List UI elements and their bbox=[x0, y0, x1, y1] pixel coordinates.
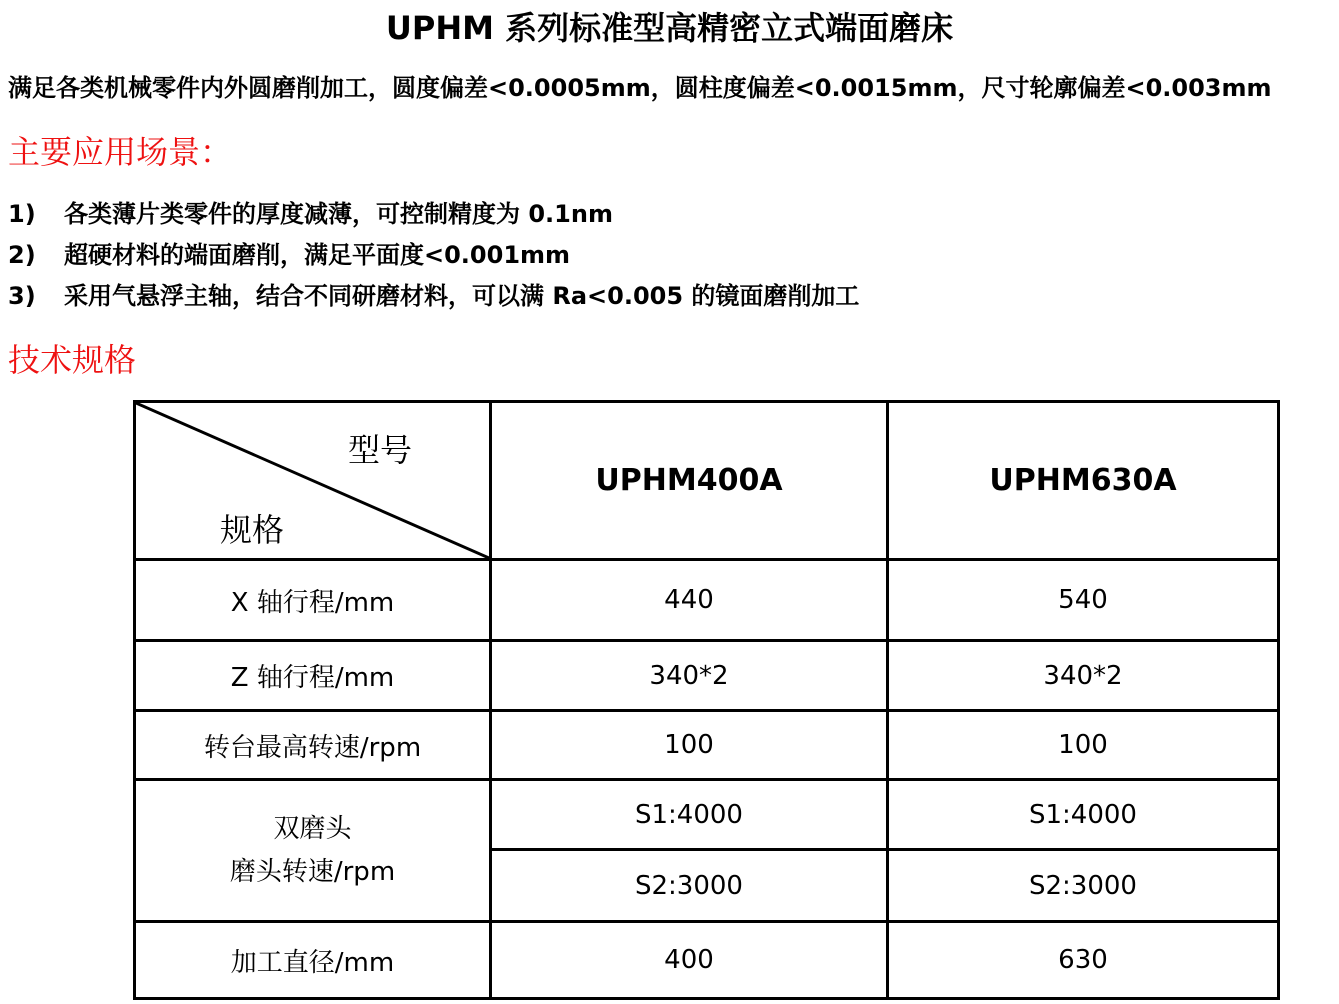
scenario-list bbox=[8, 196, 859, 319]
scenario-number: 3) bbox=[8, 282, 36, 310]
table-cell: 340*2 bbox=[888, 641, 1279, 711]
table-cell: S1:4000 bbox=[888, 780, 1279, 850]
table-cell: S2:3000 bbox=[888, 850, 1279, 922]
row-label: Z 轴行程/mm bbox=[135, 641, 491, 711]
scenario-number: 1) bbox=[8, 200, 36, 228]
table-cell: 630 bbox=[888, 922, 1279, 999]
row-label: X 轴行程/mm bbox=[135, 560, 491, 641]
scenario-item bbox=[8, 237, 859, 278]
row-label: 转台最高转速/rpm bbox=[135, 711, 491, 780]
table-cell: 340*2 bbox=[491, 641, 888, 711]
scenarios-heading: 主要应用场景： bbox=[8, 133, 233, 171]
table-corner-cell bbox=[135, 402, 491, 560]
table-cell: 400 bbox=[491, 922, 888, 999]
specs-heading: 技术规格 bbox=[8, 341, 137, 379]
table-row bbox=[135, 560, 1279, 641]
table-row bbox=[135, 780, 1279, 850]
scenario-number: 2) bbox=[8, 241, 36, 269]
scenario-text: 超硬材料的端面磨削，满足平面度<0.001mm bbox=[64, 241, 571, 269]
corner-spec-label: 规格 bbox=[220, 511, 285, 549]
table-cell: S2:3000 bbox=[491, 850, 888, 922]
row-label bbox=[135, 780, 491, 922]
row-label-line: 双磨头 bbox=[273, 813, 352, 844]
product-description: 满足各类机械零件内外圆磨削加工，圆度偏差<0.0005mm，圆柱度偏差<0.0015mm，尺寸轮廓偏差<0.003mm bbox=[8, 74, 1272, 102]
scenario-item bbox=[8, 278, 859, 319]
corner-model-label: 型号 bbox=[348, 431, 413, 469]
table-header-row bbox=[135, 402, 1279, 560]
table-cell: 100 bbox=[888, 711, 1279, 780]
page-title: UPHM 系列标准型高精密立式端面磨床 bbox=[385, 9, 954, 47]
row-label: 加工直径/mm bbox=[135, 922, 491, 999]
table-row bbox=[135, 922, 1279, 999]
spec-table bbox=[133, 400, 1280, 1000]
table-row bbox=[135, 711, 1279, 780]
table-row bbox=[135, 641, 1279, 711]
scenario-text: 采用气悬浮主轴，结合不同研磨材料，可以满 Ra<0.005 的镜面磨削加工 bbox=[64, 282, 860, 310]
scenario-item bbox=[8, 196, 859, 237]
row-label-line: 磨头转速/rpm bbox=[229, 856, 396, 887]
table-cell: 100 bbox=[491, 711, 888, 780]
model-header: UPHM400A bbox=[491, 402, 888, 560]
model-header: UPHM630A bbox=[888, 402, 1279, 560]
diagonal-divider bbox=[136, 403, 489, 558]
scenario-text: 各类薄片类零件的厚度减薄，可控制精度为 0.1nm bbox=[64, 200, 613, 228]
table-cell: 540 bbox=[888, 560, 1279, 641]
table-cell: S1:4000 bbox=[491, 780, 888, 850]
table-cell: 440 bbox=[491, 560, 888, 641]
